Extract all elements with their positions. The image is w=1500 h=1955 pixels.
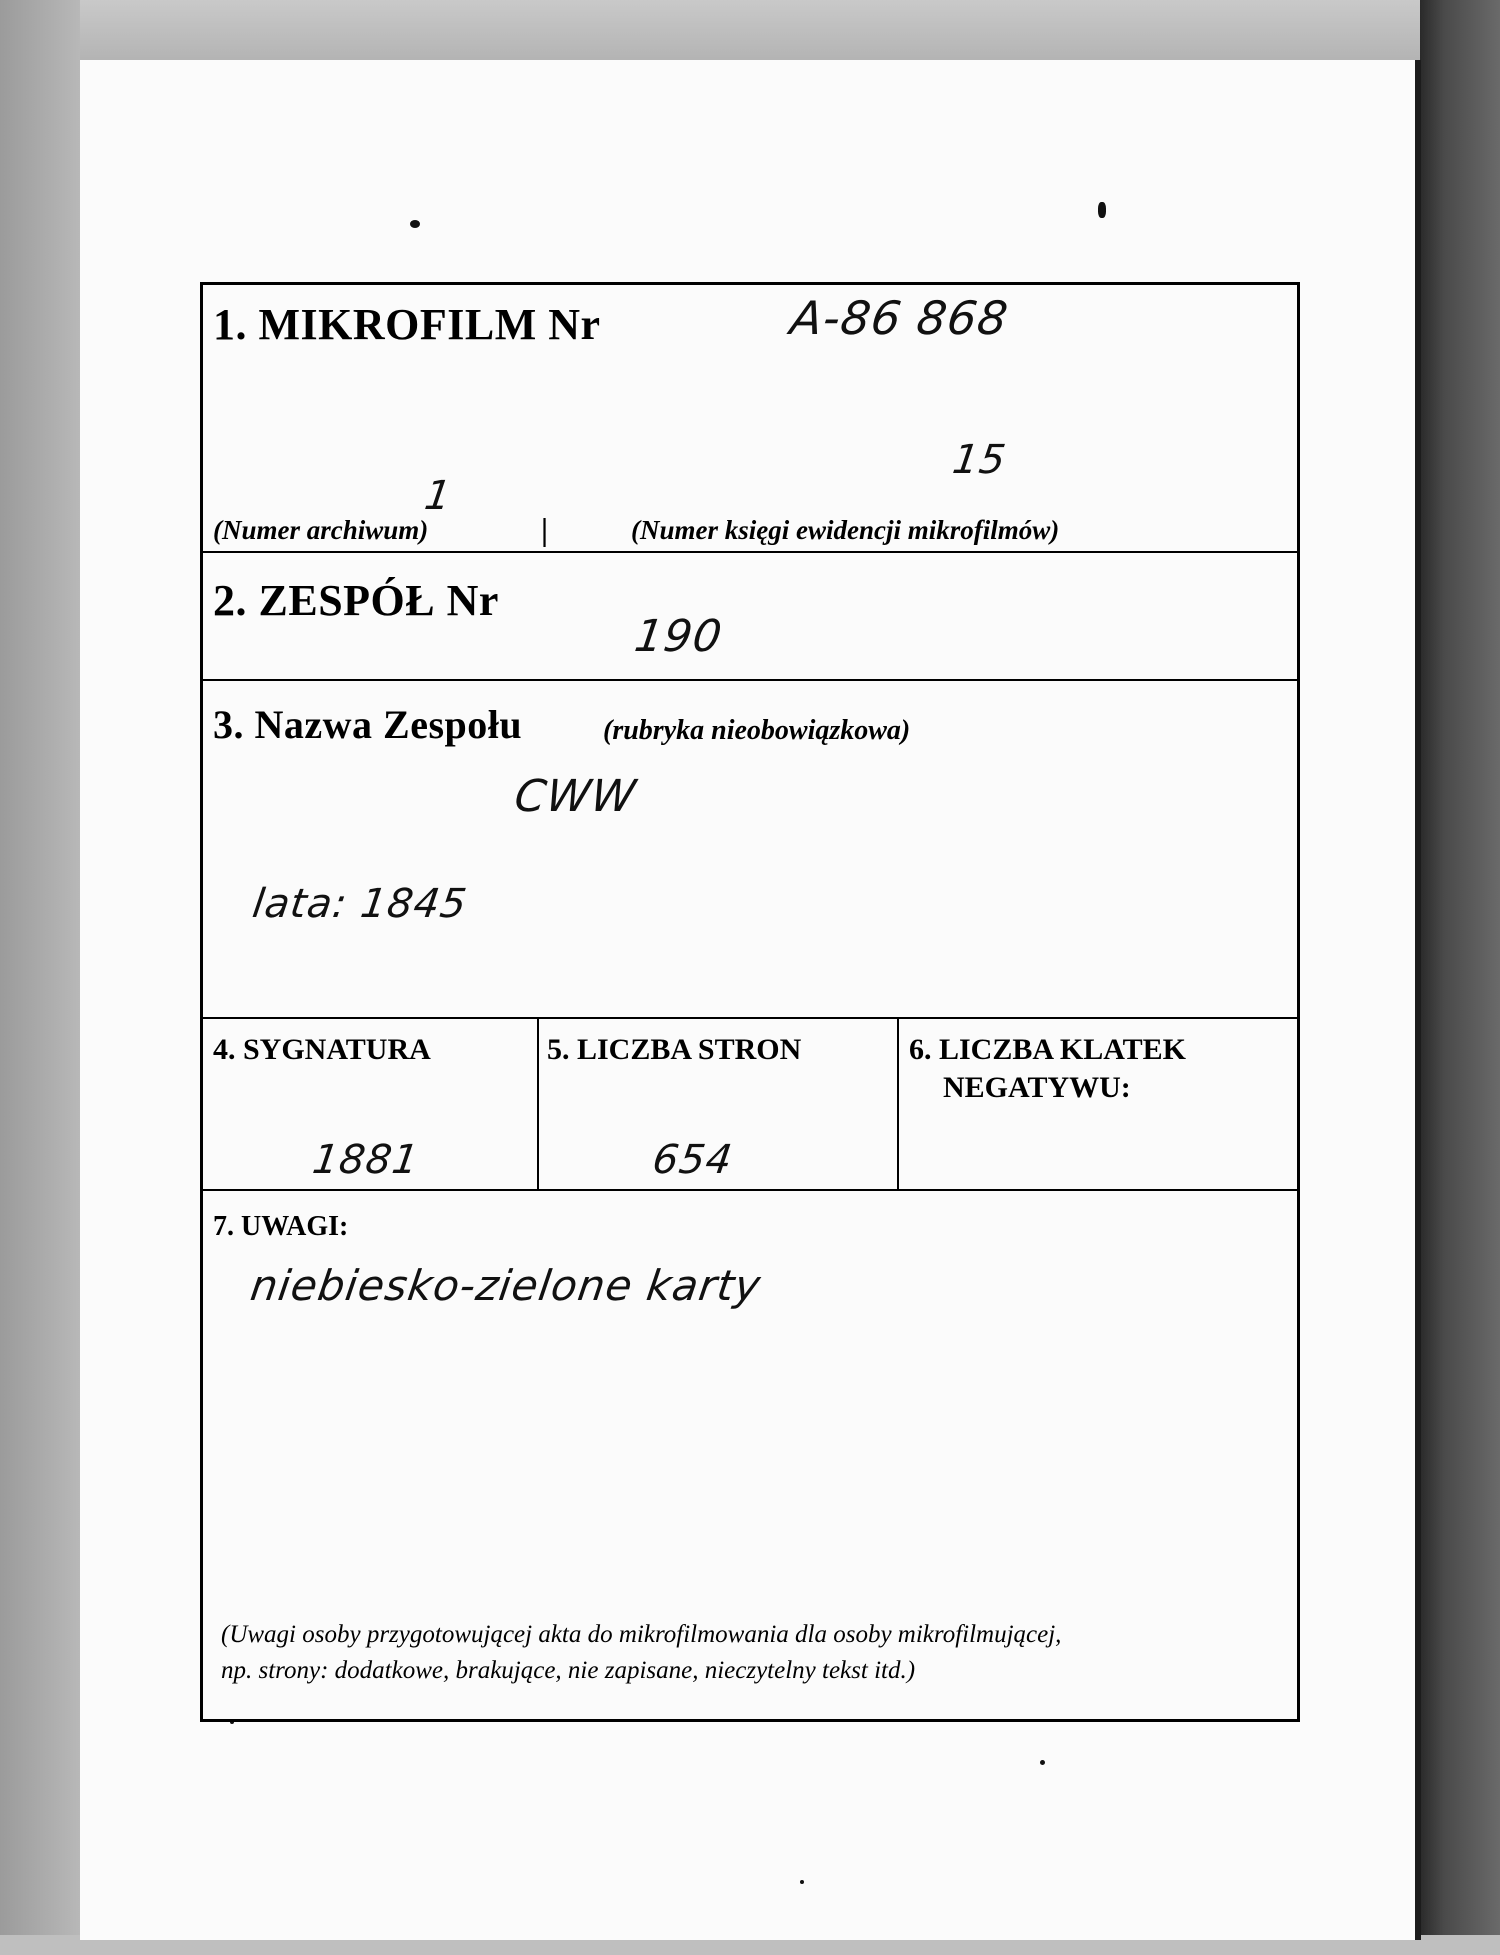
dust-speck [1098, 202, 1106, 218]
dust-speck [410, 220, 420, 228]
sygnatura-label: 4. SYGNATURA [213, 1033, 431, 1066]
nazwa-zespolu-handwritten: CWW [511, 771, 640, 822]
zespol-label: 2. ZESPÓŁ Nr [213, 576, 499, 625]
mikrofilm-label: 1. MIKROFILM Nr [213, 300, 601, 349]
negatywu-label: NEGATYWU: [943, 1071, 1131, 1104]
liczba-stron-handwritten: 654 [649, 1137, 736, 1183]
register-number-handwritten: 15 [949, 437, 1010, 483]
uwagi-handwritten: niebiesko-zielone karty [247, 1261, 765, 1310]
liczba-stron-label: 5. LICZBA STRON [547, 1033, 802, 1066]
row-sygnatura-strony-klatki [203, 1019, 1297, 1191]
field-mikrofilm [203, 285, 1297, 553]
uwagi-footnote-line1: (Uwagi osoby przygotowującej akta do mikrofilmowania dla osoby mikrofilmującej, [221, 1621, 1062, 1648]
register-number-caption: (Numer księgi ewidencji mikrofilmów) [631, 515, 1060, 545]
nazwa-zespolu-note: (rubryka nieobowiązkowa) [603, 715, 911, 746]
scan-border-left [0, 0, 80, 1955]
microfilm-form [200, 282, 1300, 1722]
years-handwritten: lata: 1845 [249, 881, 471, 927]
field-zespol [203, 553, 1297, 681]
field-uwagi [203, 1191, 1297, 1719]
nazwa-zespolu-label: 3. Nazwa Zespołu [213, 702, 523, 747]
scan-border-right [1420, 0, 1500, 1955]
caption-separator: | [541, 511, 549, 547]
zespol-number-handwritten: 190 [631, 611, 726, 662]
column-divider [897, 1019, 899, 1189]
liczba-klatek-label: 6. LICZBA KLATEK [909, 1033, 1187, 1066]
dust-speck [800, 1880, 804, 1884]
archive-number-handwritten: 1 [421, 473, 455, 519]
dust-speck [1040, 1760, 1045, 1765]
column-divider [537, 1019, 539, 1189]
uwagi-footnote-line2: np. strony: dodatkowe, brakujące, nie zapisane, nieczytelny tekst itd.) [221, 1657, 916, 1684]
field-nazwa-zespolu [203, 681, 1297, 1019]
uwagi-label: 7. UWAGI: [213, 1211, 349, 1242]
archive-number-caption: (Numer archiwum) [213, 515, 429, 545]
scan-border-top [0, 0, 1500, 62]
mikrofilm-number-handwritten: A-86 868 [787, 291, 1012, 345]
sygnatura-handwritten: 1881 [309, 1137, 423, 1183]
